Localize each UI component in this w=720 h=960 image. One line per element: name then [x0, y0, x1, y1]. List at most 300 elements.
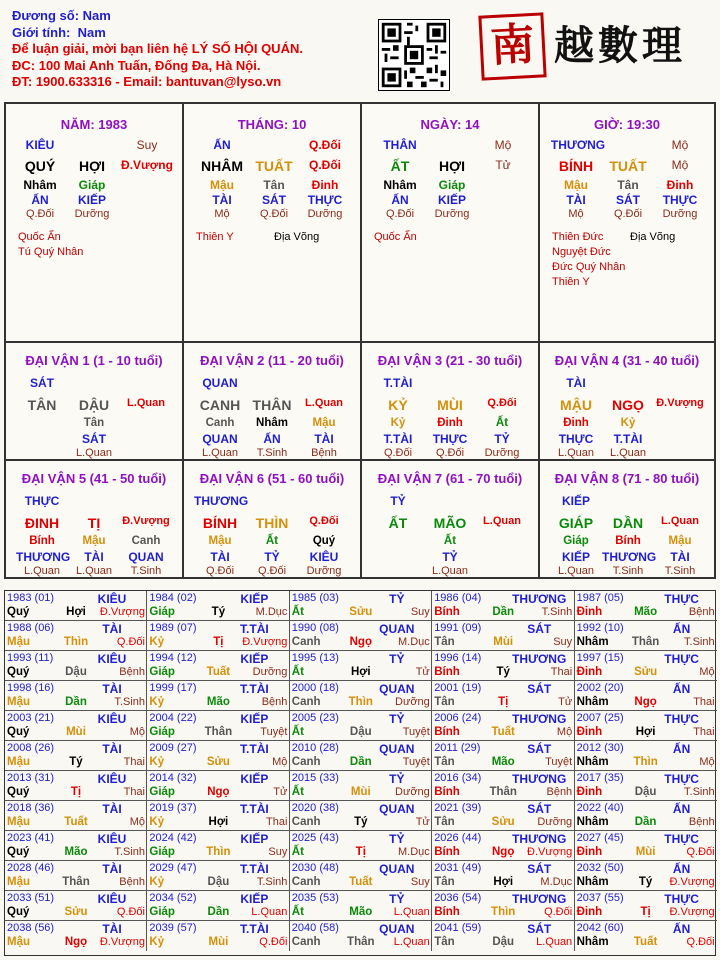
year-stage: Đ.Vượng [242, 636, 288, 648]
dai-van-title: ĐẠI VẬN 2 (11 - 20 tuổi) [200, 353, 344, 368]
dai-van-title: ĐẠI VẬN 4 (31 - 40 tuổi) [554, 353, 700, 368]
dai-van-stage: Q.Đối [487, 397, 517, 409]
year-label: 2016 (34) [434, 772, 482, 784]
year-label: 2029 (47) [149, 862, 197, 874]
year-branch: Thìn [633, 756, 658, 768]
year-stem: Tân [434, 636, 455, 648]
year-stage: Q.Đối [116, 906, 145, 918]
dai-van-stem-god: TÀI [566, 376, 586, 390]
year-stem-god: THƯƠNG [512, 892, 567, 906]
year-stem: Nhâm [576, 816, 609, 828]
year-cell [5, 741, 147, 771]
year-label: 2010 (28) [291, 742, 339, 754]
year-stage: M.Dục [540, 876, 573, 888]
year-stem: Tân [434, 936, 455, 948]
pillar-hour [539, 103, 715, 342]
star-list: Thiên Đức Nguyệt Đức Đức Quý Nhân Thiên Y [552, 231, 626, 288]
dai-van-stage: L.Quan [305, 397, 343, 409]
year-label: 1994 (12) [149, 652, 197, 664]
year-branch: Sửu [634, 666, 658, 678]
hidden-god: TÀI [210, 550, 230, 564]
year-stem-god: KIẾP [240, 892, 269, 906]
year-stem: Giáp [149, 906, 175, 918]
address: ĐC: 100 Mai Anh Tuấn, Đống Đa, Hà Nội. [12, 57, 261, 73]
year-branch: Thìn [348, 696, 373, 708]
qr-code-icon[interactable] [378, 19, 450, 91]
hidden-stem: Tân [83, 417, 105, 429]
year-cell [147, 771, 289, 801]
year-cell [432, 651, 574, 681]
year-cell [575, 711, 717, 741]
year-stem: Giáp [149, 786, 175, 798]
year-label: 2022 (40) [576, 802, 624, 814]
year-stem: Quý [7, 906, 30, 918]
year-cell [5, 771, 147, 801]
year-branch: Ngọ [634, 696, 657, 708]
year-cell [147, 621, 289, 651]
year-stem: Ất [291, 846, 304, 858]
pillar-stem: ẤT [390, 158, 410, 174]
hidden-stage: T.Sinh [612, 565, 644, 577]
pillar-stem: BÍNH [558, 158, 594, 174]
year-stem: Tân [434, 696, 455, 708]
year-branch: Dần [634, 816, 657, 828]
year-branch: Mão [64, 846, 88, 858]
hidden-stage: L.Quan [557, 565, 595, 577]
year-branch: Tị [355, 846, 366, 858]
dai-van-branch: MÙI [437, 397, 463, 413]
year-branch: Dần [492, 606, 515, 618]
year-cell [432, 591, 574, 621]
year-label: 1983 (01) [7, 592, 55, 604]
year-stage: T.Sinh [684, 636, 715, 648]
pillar-month [183, 103, 361, 342]
year-label: 1991 (09) [434, 622, 482, 634]
hidden-stage: Q.Đối [613, 208, 643, 220]
dai-van-cell [183, 460, 361, 578]
hidden-god: THƯƠNG [602, 550, 657, 564]
year-cell [147, 831, 289, 861]
year-branch: Dậu [634, 786, 657, 798]
year-cell [432, 891, 574, 921]
dai-van-title: ĐẠI VẬN 8 (71 - 80 tuổi) [554, 471, 700, 486]
hidden-stage: Bệnh [311, 447, 337, 459]
year-cell [5, 681, 147, 711]
year-cell [575, 621, 717, 651]
year-stem-god: T.TÀI [240, 742, 269, 756]
year-stage: Mộ [272, 756, 288, 768]
hidden-stage: Q.Đối [259, 208, 289, 220]
hidden-stem: Đinh [311, 178, 339, 192]
year-stem: Mậu [7, 696, 30, 708]
pillar-stage: Tử [495, 158, 511, 172]
year-branch: Mùi [350, 786, 371, 798]
dai-van-stem: GIÁP [558, 515, 594, 531]
year-branch: Dậu [349, 726, 372, 738]
year-label: 2031 (49) [434, 862, 482, 874]
year-stem-god: TỶ [389, 592, 405, 606]
dai-van-cell [539, 342, 715, 460]
year-stem-god: TÀI [102, 622, 122, 636]
year-label: 2041 (59) [434, 922, 482, 934]
hidden-god: TÀI [566, 193, 586, 207]
year-branch: Tý [496, 666, 510, 678]
seal-stamp: 南 [478, 12, 546, 80]
pillar-branch: HỢI [79, 158, 105, 174]
year-cell [290, 711, 432, 741]
year-stem: Ất [291, 606, 304, 618]
year-branch: Hợi [350, 666, 371, 678]
dai-van-branch: NGỌ [612, 397, 644, 413]
hidden-stage: L.Quan [201, 447, 239, 459]
pillar-stem: NHÂM [201, 158, 243, 174]
year-stem-god: ẤN [672, 742, 691, 756]
year-branch: Sửu [64, 906, 88, 918]
year-label: 2004 (22) [149, 712, 197, 724]
dai-van-stem-god: KIẾP [561, 494, 590, 508]
year-stage: T.Sinh [114, 696, 145, 708]
hidden-stem: Ất [495, 417, 509, 429]
year-cell [5, 801, 147, 831]
year-branch: Dậu [492, 936, 515, 948]
year-stage: Mộ [699, 756, 715, 768]
year-cell [5, 591, 147, 621]
year-stem-god: TỶ [389, 892, 405, 906]
year-stem-god: KIÊU [97, 772, 127, 786]
year-stage: Bệnh [688, 816, 715, 828]
contact-note: Để luận giải, mời bạn liên hệ LÝ SỐ HỘI QUÁN. [12, 41, 303, 56]
hidden-stem: Ất [265, 535, 279, 547]
year-cell [147, 801, 289, 831]
year-branch: Tị [640, 906, 651, 918]
year-stem-god: T.TÀI [240, 922, 269, 936]
year-label: 2012 (30) [576, 742, 624, 754]
year-branch: Tý [211, 606, 226, 618]
year-label: 2017 (35) [576, 772, 624, 784]
year-cell [5, 831, 147, 861]
hidden-god: KIẾP [77, 193, 106, 207]
gender-label: Giới tính: [12, 24, 71, 40]
year-cell [290, 801, 432, 831]
year-label: 2030 (48) [291, 862, 339, 874]
pillar-stage: Q.Đối [309, 158, 341, 172]
hidden-stem: Canh [205, 417, 235, 429]
year-cell [290, 891, 432, 921]
year-branch: Mùi [493, 636, 514, 648]
hidden-god: TỶ [442, 550, 458, 564]
year-cell [432, 921, 574, 951]
dai-van-stem: MẬU [560, 397, 592, 413]
year-stem-god: THƯƠNG [512, 652, 567, 666]
year-cell [147, 711, 289, 741]
dai-van-stem: ĐINH [24, 515, 60, 531]
phone-email: ĐT: 1900.633316 - Email: bantuvan@lyso.vn [12, 74, 282, 89]
hidden-stage: L.Quan [23, 565, 61, 577]
year-cell [432, 831, 574, 861]
hidden-god: TÀI [670, 550, 690, 564]
year-branch: Mão [206, 696, 230, 708]
year-stage: Q.Đối [686, 936, 715, 948]
year-branch: Dần [207, 906, 230, 918]
year-stem-god: THỰC [664, 652, 699, 666]
year-stage: Suy [553, 636, 573, 648]
year-stem: Bính [434, 666, 460, 678]
hidden-god: KIÊU [309, 550, 339, 564]
year-stage: M.Dục [398, 846, 430, 858]
year-stem-god: THỰC [664, 592, 699, 606]
year-stage: Tuyệt [545, 756, 573, 768]
year-stem: Ất [291, 786, 304, 798]
pillar-stage: Đ.Vượng [121, 158, 173, 172]
year-branch: Tuất [633, 936, 658, 948]
year-stage: Tuyệt [402, 726, 430, 738]
hidden-god: THỰC [432, 432, 468, 446]
year-stem: Canh [291, 816, 321, 828]
year-label: 2001 (19) [434, 682, 482, 694]
year-cell [290, 771, 432, 801]
year-label: 2032 (50) [576, 862, 624, 874]
year-label: 1984 (02) [149, 592, 197, 604]
year-stage: Dưỡng [395, 786, 430, 798]
year-branch: Hợi [66, 606, 86, 618]
year-stem-god: QUAN [379, 862, 415, 876]
year-stem-god: THỰC [664, 712, 699, 726]
hidden-stage: Dưỡng [484, 447, 520, 459]
year-branch: Tuất [64, 816, 88, 828]
hidden-god: THỰC [307, 193, 343, 207]
dai-van-cell [361, 342, 539, 460]
year-stem-god: SÁT [527, 802, 552, 816]
year-stem: Ất [291, 906, 304, 918]
dai-van-cell [5, 342, 183, 460]
hidden-stem: Tân [617, 178, 639, 192]
year-branch: Ngọ [349, 636, 372, 648]
hidden-stem: Bính [615, 535, 641, 547]
year-stem: Kỷ [149, 636, 165, 648]
year-cell [147, 861, 289, 891]
year-stem: Bính [434, 906, 460, 918]
pillar-title: THÁNG: 10 [237, 117, 307, 132]
year-stem: Giáp [149, 726, 175, 738]
year-stage: Đ.Vượng [99, 936, 145, 948]
year-stage: Mộ [699, 666, 715, 678]
year-stem-god: KIÊU [97, 892, 127, 906]
year-stage: Tử [415, 816, 430, 828]
year-stage: L.Quan [393, 906, 430, 918]
year-stem-god: THỰC [664, 772, 699, 786]
year-stem-god: QUAN [379, 802, 415, 816]
year-stem: Giáp [149, 846, 175, 858]
dai-van-branch: THÌN [255, 515, 289, 531]
year-stem-god: THỰC [664, 892, 699, 906]
year-branch: Tý [69, 756, 83, 768]
year-cell [5, 651, 147, 681]
year-label: 1989 (07) [149, 622, 197, 634]
year-stem-god: TỶ [389, 832, 405, 846]
hidden-stage: L.Quan [609, 447, 647, 459]
star-list-black: Địa Võng [630, 231, 676, 243]
year-label: 2002 (20) [576, 682, 624, 694]
hidden-god: TỶ [494, 432, 510, 446]
year-label: 2007 (25) [576, 712, 624, 724]
year-stage: Đ.Vượng [99, 606, 145, 618]
year-branch: Thân [631, 636, 660, 648]
pillar-stem-god: ẤN [213, 138, 231, 152]
year-cell [432, 801, 574, 831]
star-list: Thiên Y [196, 231, 234, 243]
hidden-stem: Giáp [78, 178, 106, 192]
dai-van-title: ĐẠI VẬN 6 (51 - 60 tuổi) [199, 471, 345, 486]
year-stage: Q.Đối [686, 846, 715, 858]
dai-van-cell [361, 460, 539, 578]
hidden-stem: Canh [131, 535, 161, 547]
year-stage: Đ.Vượng [669, 906, 715, 918]
year-branch: Mão [634, 606, 658, 618]
hidden-stage: Dưỡng [74, 208, 110, 220]
year-stem: Canh [291, 936, 321, 948]
year-stage: Suy [268, 846, 288, 858]
year-branch: Dậu [65, 666, 87, 678]
dai-van-cell [183, 342, 361, 460]
year-stem-god: SÁT [527, 622, 552, 636]
hidden-stem: Kỷ [620, 417, 636, 429]
year-cell [575, 891, 717, 921]
year-branch: Mão [349, 906, 373, 918]
year-cell [432, 711, 574, 741]
dai-van-stage: Đ.Vượng [656, 397, 704, 409]
hidden-stem: Bính [29, 535, 55, 547]
year-stem-god: SÁT [527, 682, 552, 696]
hidden-god: KIẾP [561, 550, 590, 564]
year-cell [147, 921, 289, 951]
year-stem: Canh [291, 876, 321, 888]
dai-van-stem: KỶ [388, 397, 408, 413]
year-label: 2006 (24) [434, 712, 482, 724]
year-stem: Đinh [576, 666, 603, 678]
year-stem-god: KIẾP [240, 772, 269, 786]
pillar-title: GIỜ: 19:30 [593, 117, 660, 132]
hidden-stage: Mộ [214, 208, 230, 220]
year-stem-god: ẤN [672, 682, 691, 696]
year-branch: Tý [354, 816, 368, 828]
year-stem: Quý [7, 606, 30, 618]
star-list: Quốc Ấn Tú Quý Nhân [18, 231, 84, 258]
year-stem: Kỷ [149, 756, 165, 768]
year-stem: Đinh [576, 726, 603, 738]
year-stage: Thai [123, 756, 145, 768]
year-label: 1998 (16) [7, 682, 55, 694]
year-stem: Quý [7, 726, 30, 738]
year-stem-god: TÀI [102, 862, 122, 876]
year-label: 2028 (46) [7, 862, 55, 874]
year-stem: Kỷ [149, 696, 165, 708]
year-label: 1988 (06) [7, 622, 55, 634]
hidden-stem: Đinh [437, 417, 463, 429]
hidden-stage: Dưỡng [307, 208, 343, 220]
hidden-god: QUAN [202, 432, 238, 446]
year-label: 2003 (21) [7, 712, 55, 724]
year-branch: Mùi [208, 936, 229, 948]
pillar-stem-god: THÂN [383, 138, 417, 152]
year-stem: Ất [291, 666, 304, 678]
hidden-stage: L.Quan [75, 447, 113, 459]
hidden-stage: Q.Đối [383, 447, 413, 459]
year-cell [575, 801, 717, 831]
year-stem: Đinh [576, 846, 603, 858]
year-stage: L.Quan [251, 906, 288, 918]
year-cell [147, 651, 289, 681]
year-label: 1999 (17) [149, 682, 197, 694]
dai-van-stage: L.Quan [483, 515, 521, 527]
year-stem-god: THƯƠNG [512, 832, 567, 846]
hidden-stem: Ất [443, 535, 457, 547]
year-stem: Nhâm [576, 936, 609, 948]
year-label: 2005 (23) [291, 712, 339, 724]
year-cell [290, 921, 432, 951]
year-stem-god: T.TÀI [240, 622, 269, 636]
year-stage: Dưỡng [395, 696, 430, 708]
year-stage: Tử [273, 786, 288, 798]
year-stage: Thai [693, 696, 715, 708]
year-label: 2011 (29) [434, 742, 481, 754]
year-branch: Ngọ [492, 846, 515, 858]
year-cell [290, 591, 432, 621]
hidden-god: TÀI [212, 193, 232, 207]
year-label: 2008 (26) [7, 742, 55, 754]
year-branch: Thìn [491, 906, 516, 918]
year-stem: Canh [291, 696, 321, 708]
year-stem-god: QUAN [379, 922, 415, 936]
annual-luck-table [4, 590, 716, 956]
pillar-title: NGÀY: 14 [420, 117, 480, 132]
year-cell [147, 891, 289, 921]
year-cell [432, 621, 574, 651]
year-stem-god: KIÊU [97, 652, 127, 666]
year-cell [5, 621, 147, 651]
year-stem: Quý [7, 666, 30, 678]
hidden-god: THỰC [558, 432, 594, 446]
year-branch: Mão [491, 756, 515, 768]
dai-van-title: ĐẠI VẬN 3 (21 - 30 tuổi) [377, 353, 523, 368]
pillar-day [361, 103, 539, 342]
year-label: 2023 (41) [7, 832, 55, 844]
year-label: 2033 (51) [7, 892, 55, 904]
year-stem-god: TỶ [389, 772, 405, 786]
dai-van-stem-god: THƯƠNG [194, 494, 249, 508]
year-stem-god: KIẾP [240, 832, 269, 846]
year-cell [290, 831, 432, 861]
year-branch: Thân [62, 876, 90, 888]
hidden-god: KIẾP [437, 193, 466, 207]
year-stem-god: T.TÀI [240, 802, 269, 816]
dai-van-stage: L.Quan [661, 515, 699, 527]
year-branch: Sửu [491, 816, 515, 828]
year-stem-god: KIÊU [97, 832, 127, 846]
year-label: 1992 (10) [576, 622, 624, 634]
hidden-stem: Mậu [564, 178, 588, 192]
hidden-stage: Dưỡng [662, 208, 698, 220]
year-label: 2020 (38) [291, 802, 339, 814]
year-branch: Sửu [349, 606, 373, 618]
year-stem-god: TÀI [102, 922, 122, 936]
year-label: 2042 (60) [576, 922, 624, 934]
year-stem: Kỷ [149, 876, 165, 888]
year-stage: Thai [693, 726, 715, 738]
pillar-title: NĂM: 1983 [60, 117, 128, 132]
year-branch: Tý [638, 876, 653, 888]
year-label: 2026 (44) [434, 832, 482, 844]
year-stem-god: ẤN [672, 862, 691, 876]
